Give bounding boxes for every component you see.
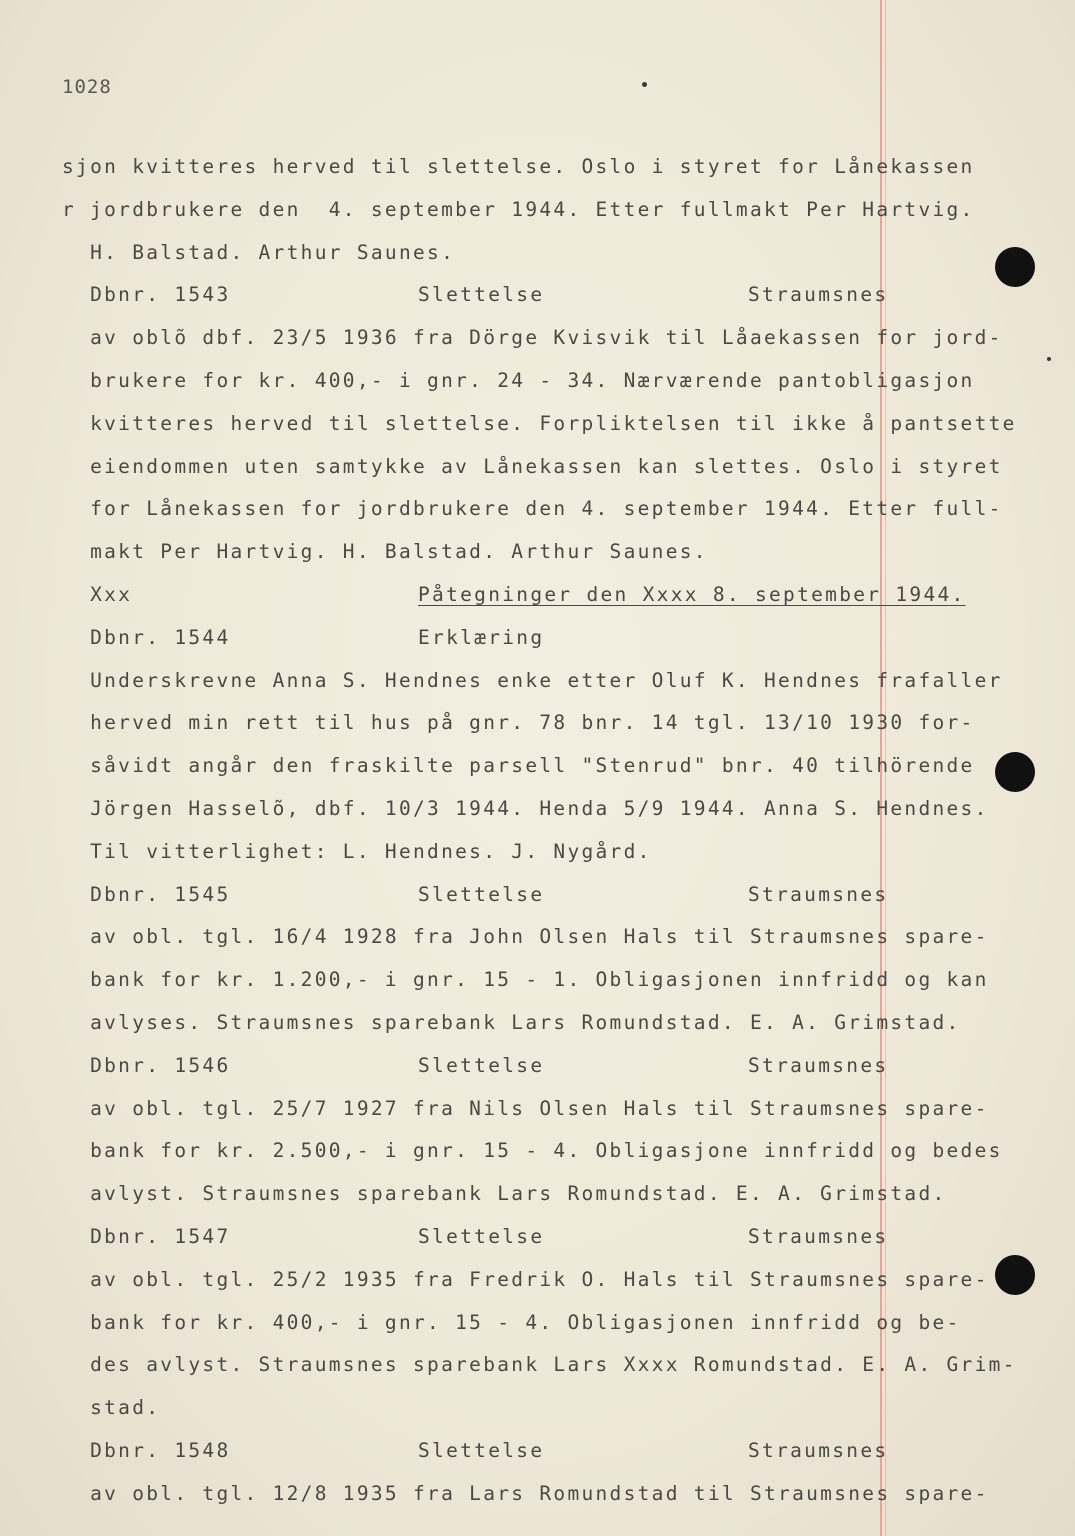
text-line: herved min rett til hus på gnr. 78 bnr. 14 tgl. 13/10 1930 for- xyxy=(62,711,975,735)
text-line: des avlyst. Straumsnes sparebank Lars Xxxx Romundstad. E. A. Grim- xyxy=(62,1353,1017,1377)
entry-place: Straumsnes xyxy=(748,882,889,906)
entry-type: Slettelse xyxy=(418,1224,545,1248)
text-line: Til vitterlighet: L. Hendnes. J. Nygård. xyxy=(62,839,652,863)
entry-type: Slettelse xyxy=(418,882,545,906)
text-line: bank for kr. 2.500,- i gnr. 15 - 4. Obligasjone innfridd og bedes xyxy=(62,1139,1003,1163)
entry-number: Dbnr. 1548 xyxy=(62,1438,231,1462)
punch-hole xyxy=(995,247,1035,287)
text-line: r jordbrukere den 4. september 1944. Etter fullmakt Per Hartvig. xyxy=(62,197,975,221)
text-line: av oblõ dbf. 23/5 1936 fra Dörge Kvisvik til Låaekassen for jord- xyxy=(62,326,1003,350)
text-line: brukere for kr. 400,- i gnr. 24 - 34. Nærværende pantobligasjon xyxy=(62,368,975,392)
entry-type: Slettelse xyxy=(418,283,545,307)
entry-number: Dbnr. 1546 xyxy=(62,1053,231,1077)
entry-heading xyxy=(62,874,922,917)
entry-number: Dbnr. 1545 xyxy=(62,882,231,906)
text-line: Jörgen Hasselõ, dbf. 10/3 1944. Hendа 5/9 1944. Anna S. Hendnes. xyxy=(62,796,989,820)
text-line: Underskrevne Anna S. Hendnes enke etter Oluf K. Hendnes frafaller xyxy=(62,668,1003,692)
entry-heading xyxy=(62,1430,922,1473)
entry-number: Dbnr. 1547 xyxy=(62,1224,231,1248)
entry-place: Straumsnes xyxy=(748,1438,889,1462)
ink-speck xyxy=(642,82,647,87)
entry-place: Straumsnes xyxy=(748,283,889,307)
entry-place: Straumsnes xyxy=(748,1053,889,1077)
entry-place: Straumsnes xyxy=(748,1224,889,1248)
text-line: sjon kvitteres herved til slettelse. Oslo i styret for Lånekassen xyxy=(62,155,975,178)
punch-hole xyxy=(995,1255,1035,1295)
text-line: eiendommen uten samtykke av Lånekassen kan slettes. Oslo i styret xyxy=(62,454,1003,478)
text-line: stad. xyxy=(62,1396,161,1420)
page-number: 1028 xyxy=(62,76,112,98)
entry-type: Erklæring xyxy=(418,625,545,649)
text-line: avlyses. Straumsnes sparebank Lars Romundstad. E. A. Grimstad. xyxy=(62,1010,961,1034)
entry-type: Slettelse xyxy=(418,1053,545,1077)
text-line: av obl. tgl. 16/4 1928 fra John Olsen Hals til Straumsnes spare- xyxy=(62,925,989,949)
entry-heading xyxy=(62,617,922,660)
text-line: av obl. tgl. 25/2 1935 fra Fredrik O. Hals til Straumsnes spare- xyxy=(62,1267,989,1291)
entry-heading xyxy=(62,574,966,617)
punch-hole xyxy=(995,752,1035,792)
text-line: H. Balstad. Arthur Saunes. xyxy=(62,240,456,264)
entry-heading xyxy=(62,1216,922,1259)
typed-text-body xyxy=(62,146,1017,1516)
text-line: bank for kr. 400,- i gnr. 15 - 4. Obligasjonen innfridd og be- xyxy=(62,1310,961,1334)
entry-number: Xxx xyxy=(62,582,133,606)
entry-heading xyxy=(62,274,922,317)
text-line: såvidt angår den fraskilte parsell "Stenrud" bnr. 40 tilhörende xyxy=(62,754,975,778)
text-line: avlyst. Straumsnes sparebank Lars Romundstad. E. A. Grimstad. xyxy=(62,1182,947,1206)
entry-type: Påtegninger den Xxxx 8. september 1944. xyxy=(418,582,966,606)
entry-number: Dbnr. 1543 xyxy=(62,283,231,307)
text-line: kvitteres herved til slettelse. Forpliktelsen til ikke å pantsette xyxy=(62,411,1017,435)
text-line: for Lånekassen for jordbrukere den 4. september 1944. Etter full- xyxy=(62,497,1003,521)
text-line: makt Per Hartvig. H. Balstad. Arthur Saunes. xyxy=(62,540,708,564)
text-line: bank for kr. 1.200,- i gnr. 15 - 1. Obligasjonen innfridd og kan xyxy=(62,968,989,992)
text-line: av obl. tgl. 12/8 1935 fra Lars Romundstad til Straumsnes spare- xyxy=(62,1481,989,1505)
entry-heading xyxy=(62,1045,922,1088)
entry-type: Slettelse xyxy=(418,1438,545,1462)
ink-speck xyxy=(1047,357,1051,361)
text-line: av obl. tgl. 25/7 1927 fra Nils Olsen Hals til Straumsnes spare- xyxy=(62,1096,989,1120)
entry-number: Dbnr. 1544 xyxy=(62,625,231,649)
